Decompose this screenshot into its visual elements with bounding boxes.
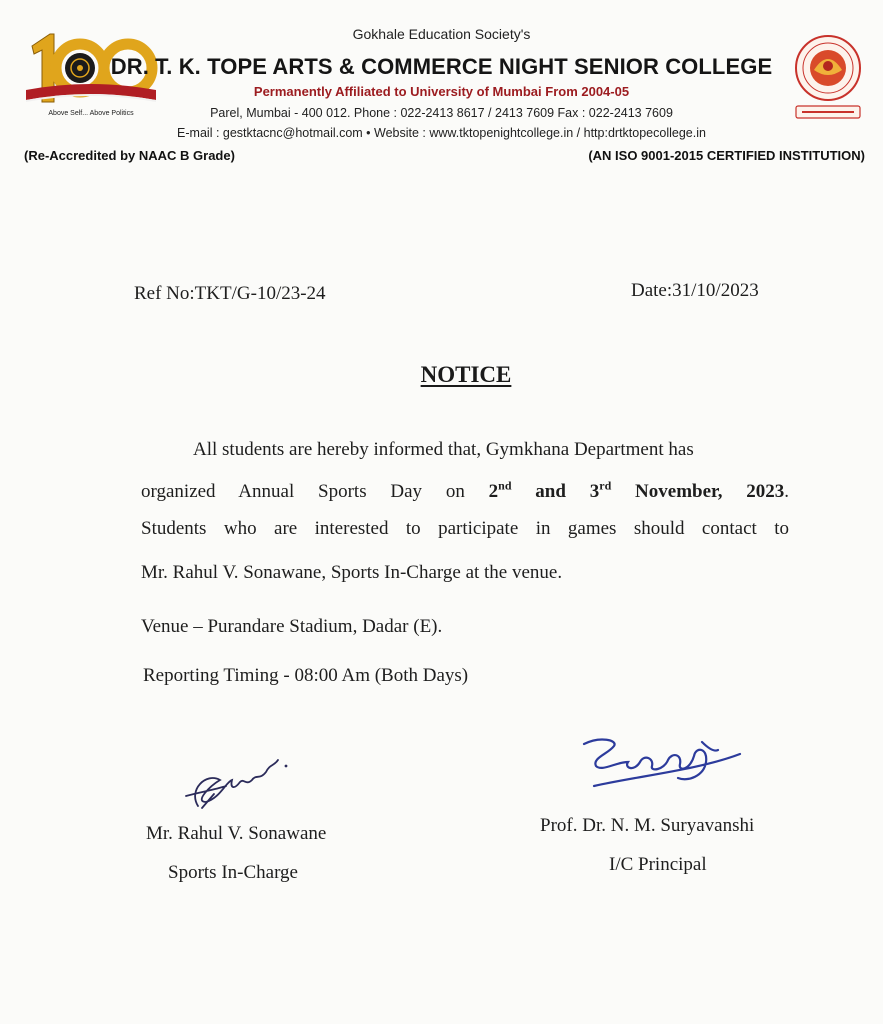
day-1: 2 bbox=[488, 481, 499, 502]
day-2-suffix: rd bbox=[599, 478, 612, 493]
venue-text: Venue – Purandare Stadium, Dadar (E). bbox=[141, 616, 443, 637]
month-year: November, 2023 bbox=[611, 481, 785, 502]
and-text: and bbox=[511, 481, 590, 502]
reference-number: Ref No:TKT/G-10/23-24 bbox=[134, 283, 326, 304]
logo-motto-text: Above Self... Above Politics bbox=[48, 110, 134, 117]
notice-body-line-4: Mr. Rahul V. Sonawane, Sports In-Charge at the venue. bbox=[141, 562, 563, 583]
principal-name: Prof. Dr. N. M. Suryavanshi bbox=[540, 815, 755, 836]
line-2-prefix: organized Annual Sports Day on bbox=[141, 481, 489, 502]
principal-role: I/C Principal bbox=[609, 854, 707, 875]
sports-incharge-name: Mr. Rahul V. Sonawane bbox=[146, 823, 327, 844]
line-2-end: . bbox=[784, 481, 790, 502]
notice-body-line-2 bbox=[141, 478, 790, 503]
day-1-suffix: nd bbox=[498, 478, 512, 493]
college-name: DR. T. K. TOPE ARTS & COMMERCE NIGHT SENIOR COLLEGE bbox=[110, 54, 773, 79]
contact-text: E-mail : gestktacnc@hotmail.com • Website : www.tktopenightcollege.in / http:drtktopecollege.in bbox=[177, 126, 706, 140]
naac-accreditation: (Re-Accredited by NAAC B Grade) bbox=[24, 148, 235, 163]
event-dates bbox=[488, 478, 785, 502]
notice-body-line-3: Students who are interested to participate in games should contact to bbox=[141, 518, 789, 539]
day-2: 3 bbox=[589, 481, 600, 502]
address-text: Parel, Mumbai - 400 012. Phone : 022-2413 8617 / 2413 7609 Fax : 022-2413 7609 bbox=[210, 106, 673, 120]
sports-incharge-signature-icon bbox=[180, 746, 292, 812]
reporting-time: Reporting Timing - 08:00 Am (Both Days) bbox=[143, 665, 469, 686]
sports-incharge-role: Sports In-Charge bbox=[168, 862, 298, 883]
society-name: Gokhale Education Society's bbox=[352, 26, 531, 42]
iso-certification: (AN ISO 9001-2015 CERTIFIED INSTITUTION) bbox=[588, 148, 865, 163]
notice-date: Date:31/10/2023 bbox=[631, 280, 759, 301]
principal-signature-icon bbox=[578, 732, 744, 794]
notice-title: NOTICE bbox=[420, 362, 512, 387]
notice-body-line-1: All students are hereby informed that, Gymkhana Department has bbox=[193, 439, 694, 460]
affiliation-text: Permanently Affiliated to University of Mumbai From 2004-05 bbox=[253, 84, 630, 99]
